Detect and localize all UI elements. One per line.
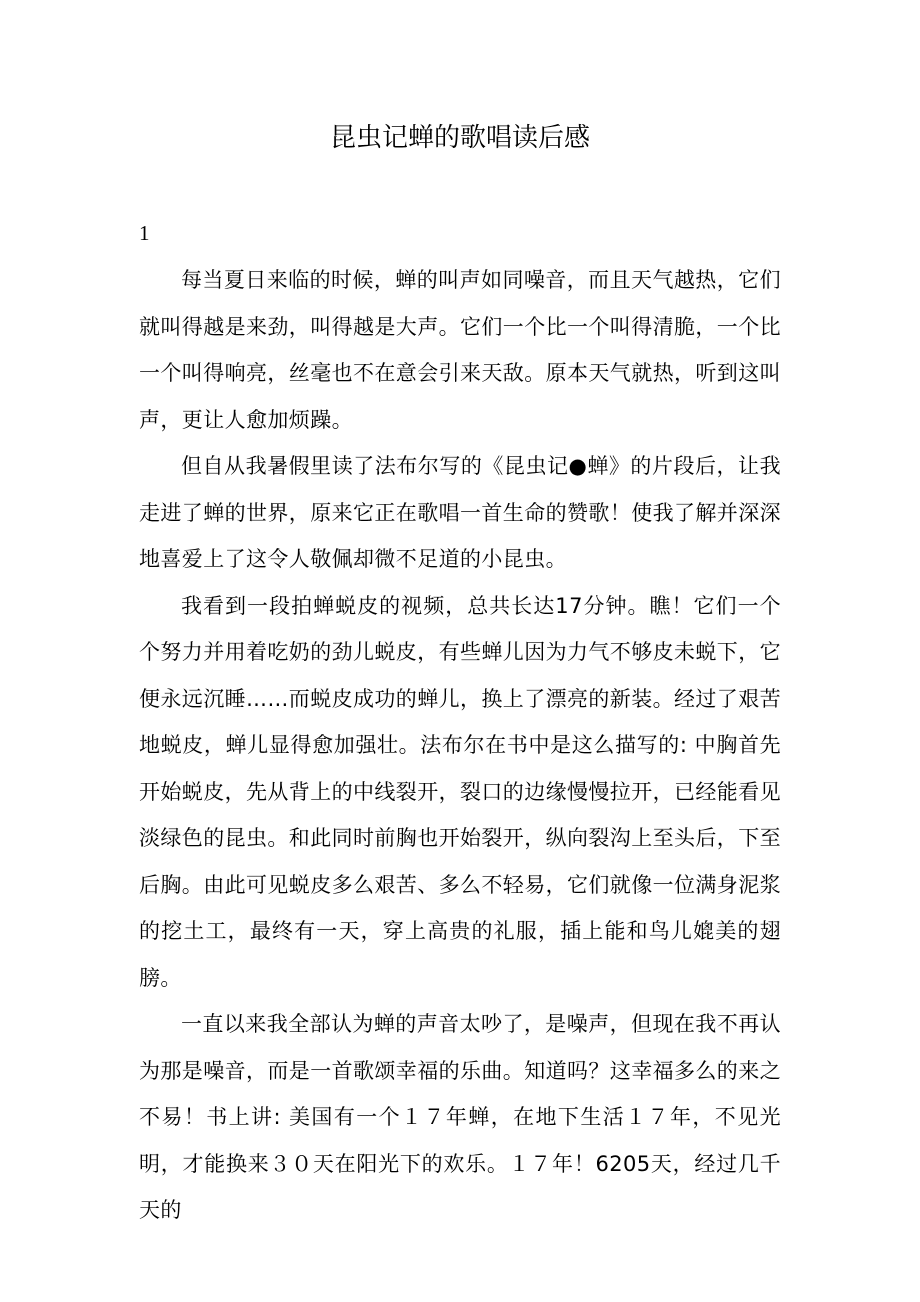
paragraph-3: 我看到一段拍蝉蜕皮的视频，总共长达17分钟。瞧！它们一个个努力并用着吃奶的劲儿蜕皮，有些蝉儿因为力气不够皮未蜕下，它便永远沉睡……而蜕皮成功的蝉儿，换上了漂亮的新装。经过了艰苦地蜕皮，蝉儿显得愈加强壮。法布尔在书中是这么描写的: 中胸首先开始蜕皮，先从背上的中线裂开，裂口的边缘慢慢拉开，已经能看见淡绿色的昆虫。和此同时前胸也开始裂开，纵向裂沟上至头后，下至后胸。由此可见蜕皮多么艰苦、多么不轻易，它们就像一位满身泥浆的挖土工，最终有一天，穿上高贵的礼服，插上能和鸟儿媲美的翅膀。 xyxy=(139,593,781,990)
paragraph-1: 每当夏日来临的时候，蝉的叫声如同噪音，而且天气越热，它们就叫得越是来劲，叫得越是大声。它们一个比一个叫得清脆，一个比一个叫得响亮，丝毫也不在意会引来天敌。原本天气就热，听到这叫声，更让人愈加烦躁。 xyxy=(139,268,781,432)
paragraph-2: 但自从我暑假里读了法布尔写的《昆虫记●蝉》的片段后，让我走进了蝉的世界，原来它正在歌唱一首生命的赞歌！使我了解并深深地喜爱上了这令人敬佩却微不足道的小昆虫。 xyxy=(139,454,781,571)
document-body xyxy=(139,257,781,1234)
section-number: 1 xyxy=(139,221,150,245)
document-title: 昆虫记蝉的歌唱读后感 xyxy=(329,123,590,153)
paragraph-4: 一直以来我全部认为蝉的声音太吵了，是噪声，但现在我不再认为那是噪音，而是一首歌颂幸福的乐曲。知道吗？这幸福多么的来之不易！书上讲: 美国有一个１７年蝉，在地下生活１７年，不见光明，才能换来３０天在阳光下的欢乐。１７年！6205天，经过几千天的 xyxy=(139,1012,781,1222)
